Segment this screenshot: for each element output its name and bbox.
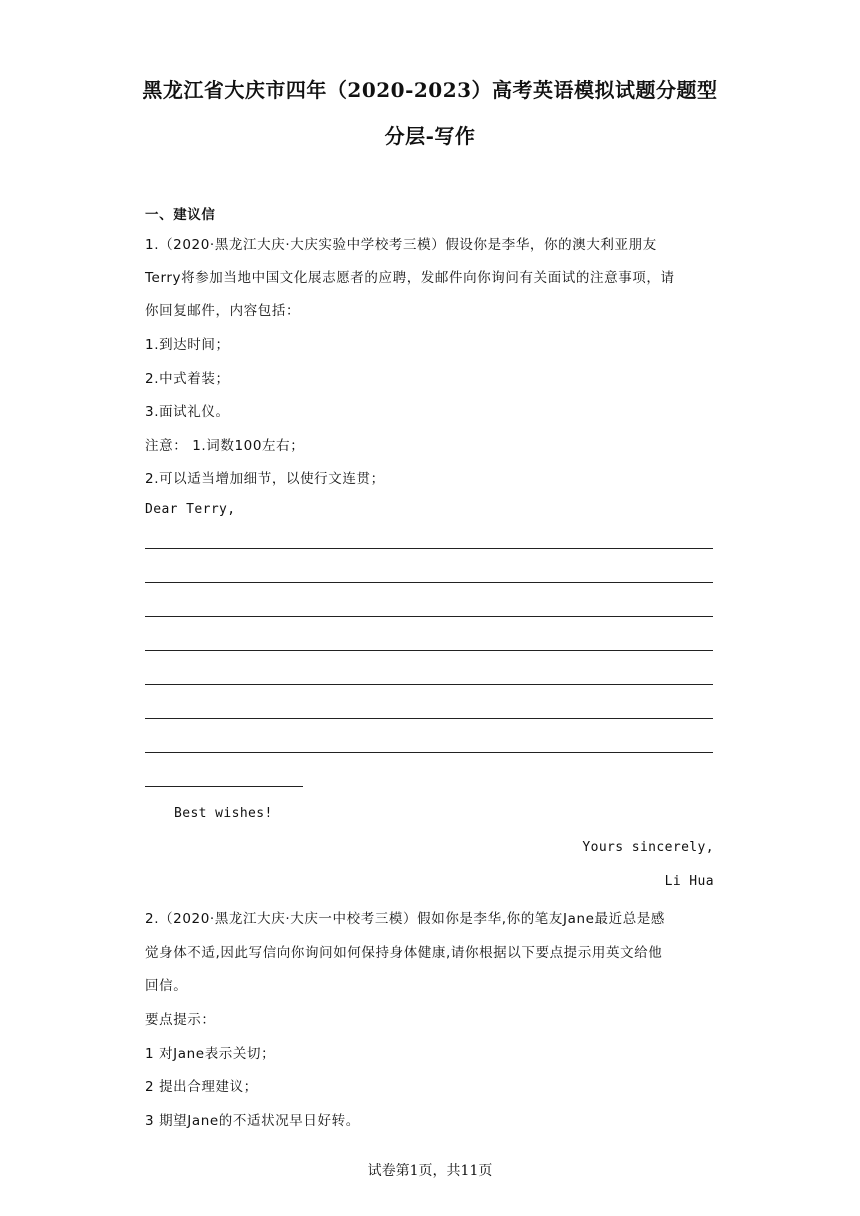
answer-line[interactable]: [145, 718, 713, 719]
q1-point1: 1.到达时间；: [145, 337, 230, 353]
q2-line3: 回信。: [145, 978, 188, 994]
q2-line1: 2.（2020·黑龙江大庆·大庆一中校考三模）假如你是李华,你的笔友Jane最近总是感: [145, 911, 666, 927]
section-heading: 一、建议信: [145, 207, 216, 223]
q1-closing: Best wishes!: [174, 806, 273, 821]
q1-line3: 你回复邮件，内容包括：: [145, 303, 301, 319]
q1-note1: 注意： 1.词数100左右；: [145, 438, 305, 454]
q1-point2: 2.中式着装；: [145, 371, 230, 387]
answer-line[interactable]: [145, 752, 713, 753]
q1-line2: Terry将参加当地中国文化展志愿者的应聘，发邮件向你询问有关面试的注意事项，请: [145, 270, 675, 286]
q1-signoff: Yours sincerely,: [582, 840, 714, 855]
answer-line[interactable]: [145, 616, 713, 617]
q2-hint1: 1 对Jane表示关切；: [145, 1046, 276, 1062]
answer-line[interactable]: [145, 548, 713, 549]
answer-line[interactable]: [145, 786, 303, 787]
q1-signature: Li Hua: [664, 874, 714, 889]
q2-hint3: 3 期望Jane的不适状况早日好转。: [145, 1113, 360, 1129]
page-footer: 试卷第1页，共11页: [367, 1163, 493, 1179]
q1-note2: 2.可以适当增加细节，以使行文连贯；: [145, 471, 385, 487]
answer-line[interactable]: [145, 650, 713, 651]
q2-line2: 觉身体不适,因此写信向你询问如何保持身体健康,请你根据以下要点提示用英文给他: [145, 945, 663, 961]
doc-title-line2: 分层-写作: [384, 124, 476, 148]
answer-line[interactable]: [145, 582, 713, 583]
q1-line1: 1.（2020·黑龙江大庆·大庆实验中学校考三模）假设你是李华，你的澳大利亚朋友: [145, 237, 657, 253]
answer-line[interactable]: [145, 684, 713, 685]
q1-point3: 3.面试礼仪。: [145, 404, 230, 420]
q2-hint2: 2 提出合理建议；: [145, 1079, 258, 1095]
doc-title-line1: 黑龙江省大庆市四年（2020-2023）高考英语模拟试题分题型: [142, 78, 718, 102]
q2-hint-label: 要点提示：: [145, 1012, 216, 1028]
q1-greeting: Dear Terry,: [145, 502, 236, 517]
